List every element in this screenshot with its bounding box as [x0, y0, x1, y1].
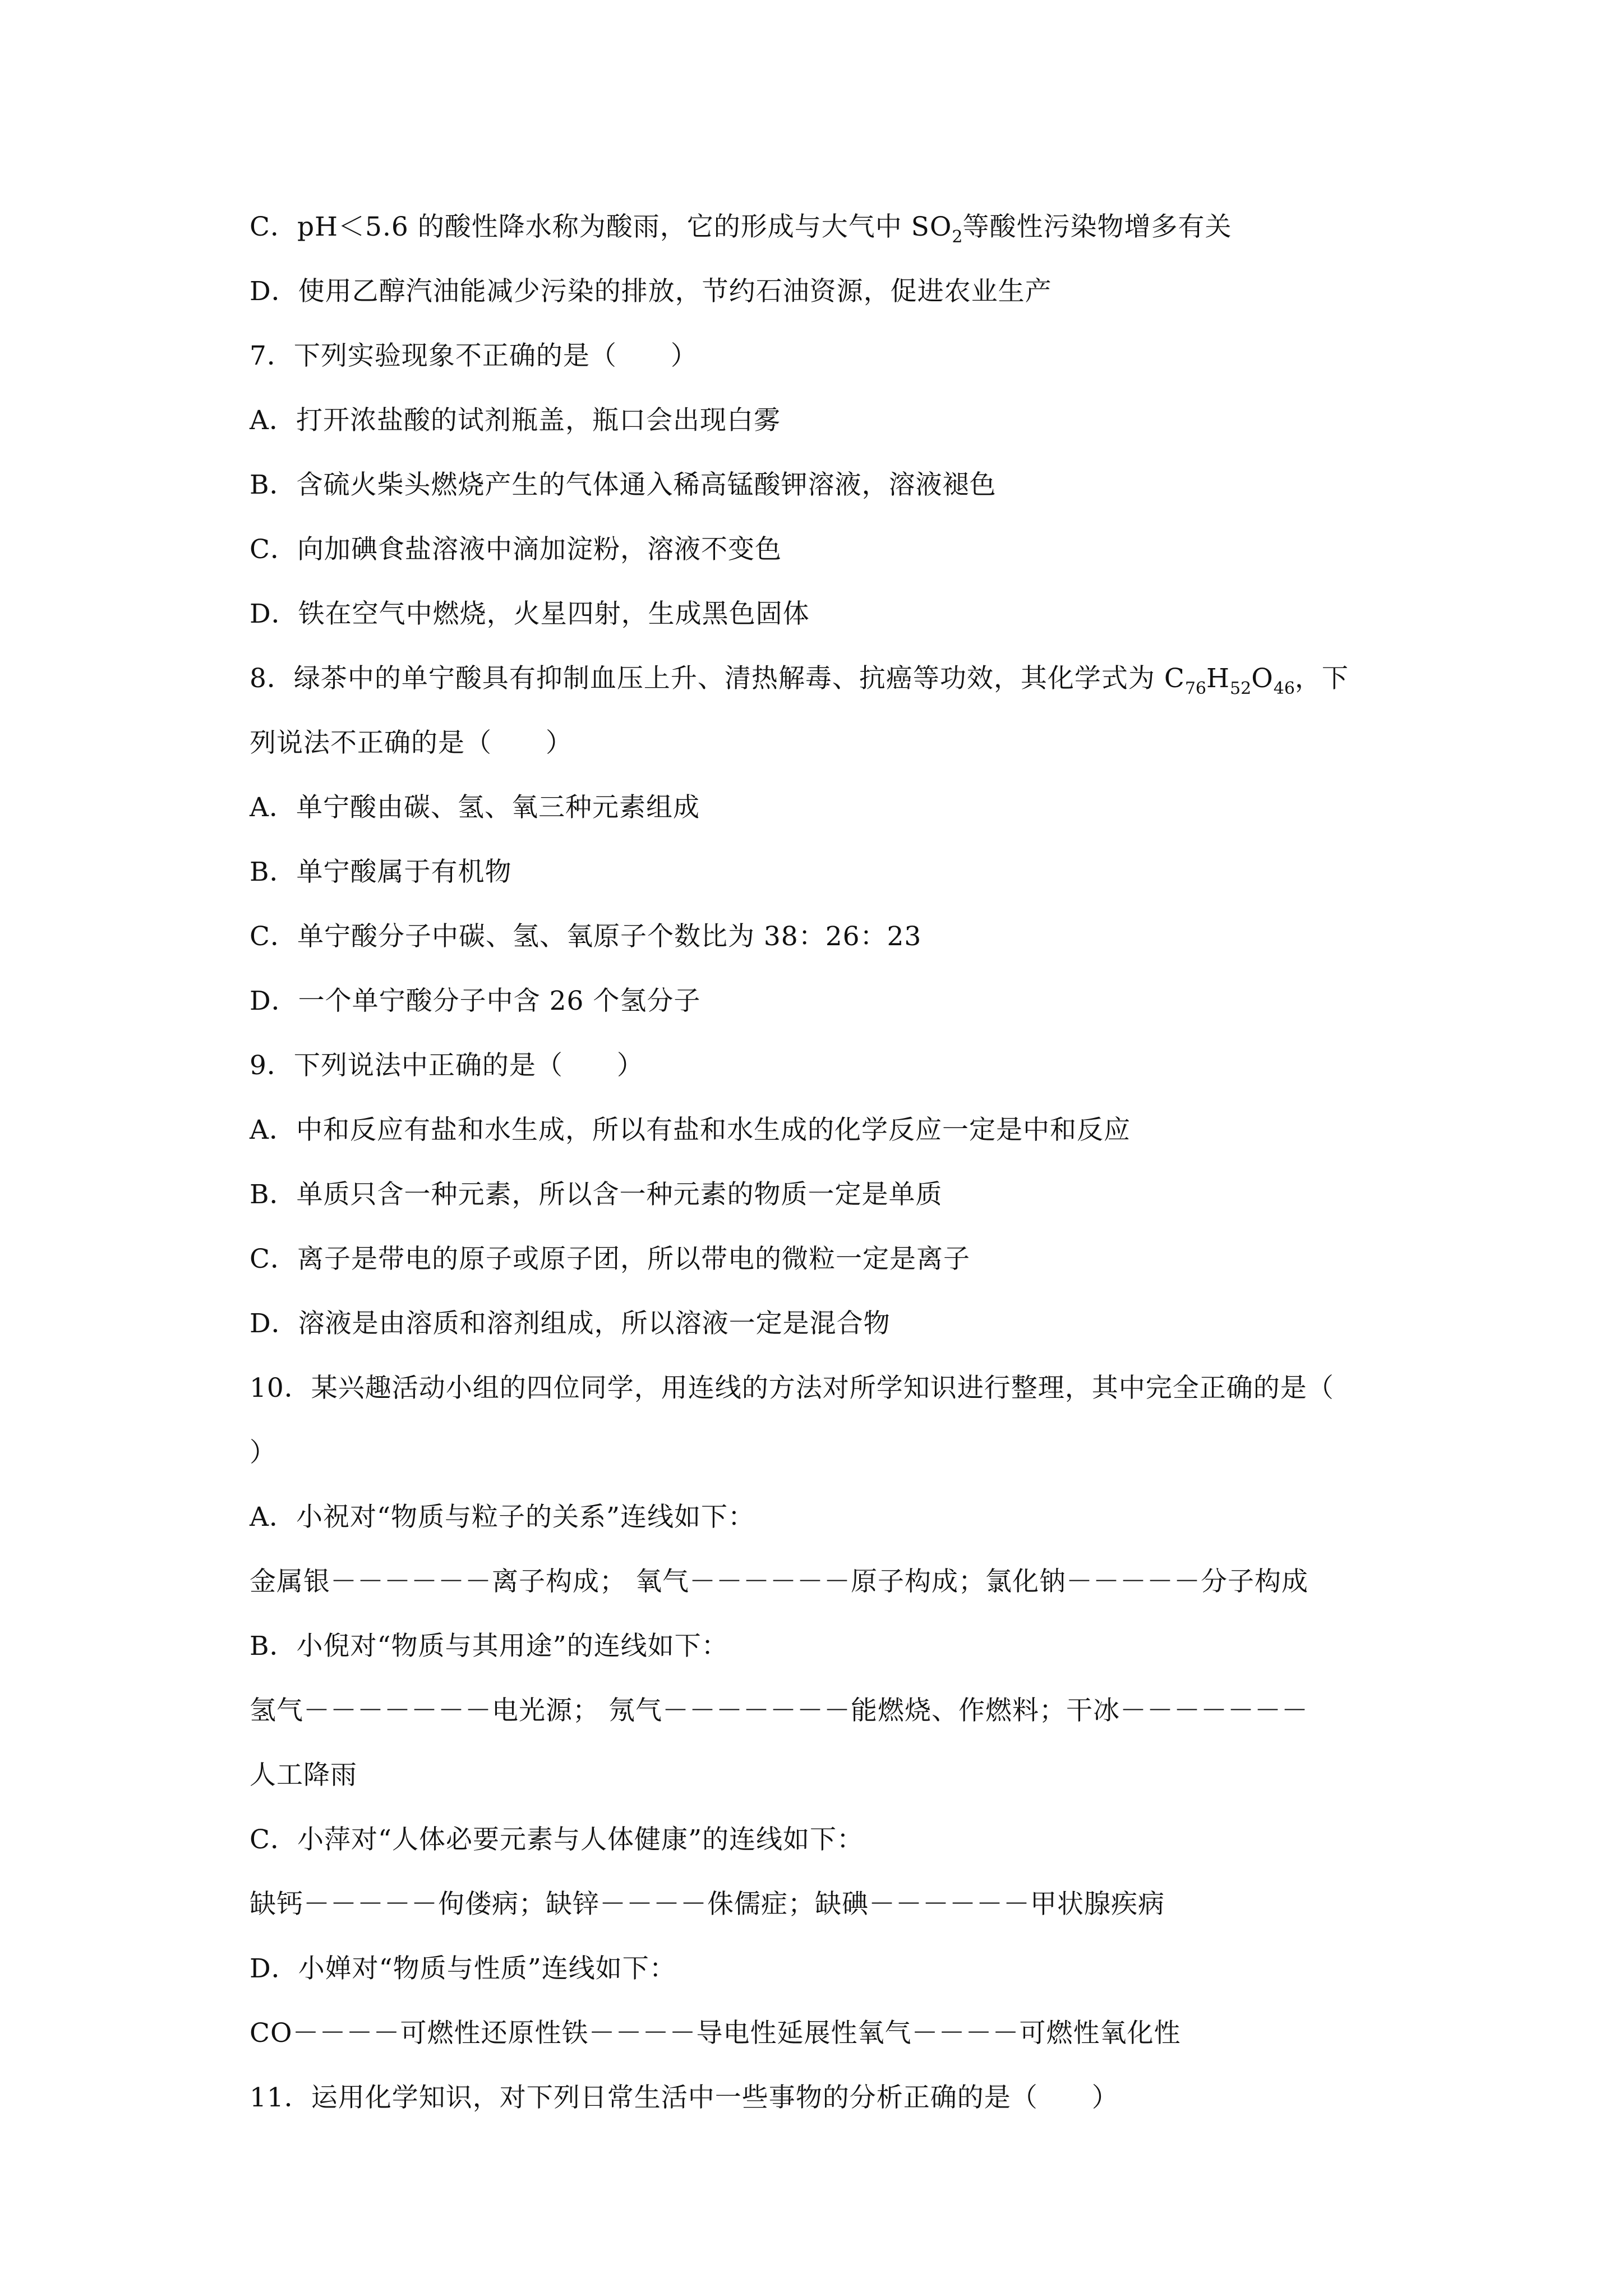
- option-6c-tail: 等酸性污染物增多有关: [962, 211, 1232, 242]
- option-6c-text: C．pH＜5.6 的酸性降水称为酸雨，它的形成与大气中 SO: [250, 211, 952, 242]
- question-7: 7．下列实验现象不正确的是（ ）: [250, 341, 698, 371]
- option-7b: B．含硫火柴头燃烧产生的气体通入稀高锰酸钾溶液，溶液褪色: [250, 470, 997, 500]
- option-10d-detail: CO－－－－可燃性还原性铁－－－－导电性延展性氧气－－－－可燃性氧化性: [250, 2018, 1181, 2049]
- option-7c: C．向加碘食盐溶液中滴加淀粉，溶液不变色: [250, 534, 782, 565]
- subscript: 52: [1230, 679, 1252, 698]
- option-6d: D．使用乙醇汽油能减少污染的排放，节约石油资源，促进农业生产: [250, 276, 1052, 307]
- question-8-text: 8．绿茶中的单宁酸具有抑制血压上升、清热解毒、抗癌等功效，其化学式为 C: [250, 663, 1185, 694]
- question-8-cont: 列说法不正确的是（ ）: [250, 728, 573, 758]
- option-9b: B．单质只含一种元素，所以含一种元素的物质一定是单质: [250, 1179, 943, 1210]
- option-9c: C．离子是带电的原子或原子团，所以带电的微粒一定是离子: [250, 1244, 970, 1274]
- subscript: 46: [1273, 679, 1295, 698]
- option-10b: B．小倪对“物质与其用途”的连线如下：: [250, 1631, 728, 1662]
- question-8-tail: ，下: [1294, 663, 1349, 694]
- option-8c: C．单宁酸分子中碳、氢、氧原子个数比为 38：26：23: [250, 921, 922, 952]
- question-10: 10．某兴趣活动小组的四位同学，用连线的方法对所学知识进行整理，其中完全正确的是（: [250, 1373, 1334, 1404]
- subscript: 2: [952, 227, 963, 247]
- option-10c: C．小萍对“人体必要元素与人体健康”的连线如下：: [250, 1824, 864, 1855]
- option-9d: D．溶液是由溶质和溶剂组成，所以溶液一定是混合物: [250, 1308, 891, 1339]
- option-10b-detail-cont: 人工降雨: [250, 1760, 357, 1791]
- option-8b: B．单宁酸属于有机物: [250, 857, 512, 887]
- question-10-cont: ）: [250, 1437, 276, 1468]
- formula-h: H: [1206, 663, 1230, 694]
- option-10a-detail: 金属银－－－－－－离子构成； 氧气－－－－－－原子构成；氯化钠－－－－－分子构成: [250, 1566, 1308, 1597]
- option-7a: A．打开浓盐酸的试剂瓶盖，瓶口会出现白雾: [250, 405, 781, 436]
- option-10d: D．小婵对“物质与性质”连线如下：: [250, 1953, 676, 1984]
- option-8a: A．单宁酸由碳、氢、氧三种元素组成: [250, 792, 700, 823]
- question-11: 11．运用化学知识，对下列日常生活中一些事物的分析正确的是（ ）: [250, 2082, 1119, 2113]
- question-9: 9．下列说法中正确的是（ ）: [250, 1050, 644, 1081]
- option-8d: D．一个单宁酸分子中含 26 个氢分子: [250, 986, 701, 1016]
- option-7d: D．铁在空气中燃烧，火星四射，生成黑色固体: [250, 599, 810, 629]
- option-6c: [250, 210, 1232, 247]
- option-10b-detail: 氢气－－－－－－－电光源； 氖气－－－－－－－能燃烧、作燃料；干冰－－－－－－－: [250, 1695, 1308, 1726]
- option-9a: A．中和反应有盐和水生成，所以有盐和水生成的化学反应一定是中和反应: [250, 1115, 1131, 1145]
- subscript: 76: [1184, 679, 1206, 698]
- question-8: [250, 662, 1349, 699]
- formula-o: O: [1251, 663, 1274, 694]
- option-10a: A．小祝对“物质与粒子的关系”连线如下：: [250, 1502, 755, 1533]
- option-10c-detail: 缺钙－－－－－佝偻病；缺锌－－－－侏儒症；缺碘－－－－－－甲状腺疾病: [250, 1889, 1165, 1920]
